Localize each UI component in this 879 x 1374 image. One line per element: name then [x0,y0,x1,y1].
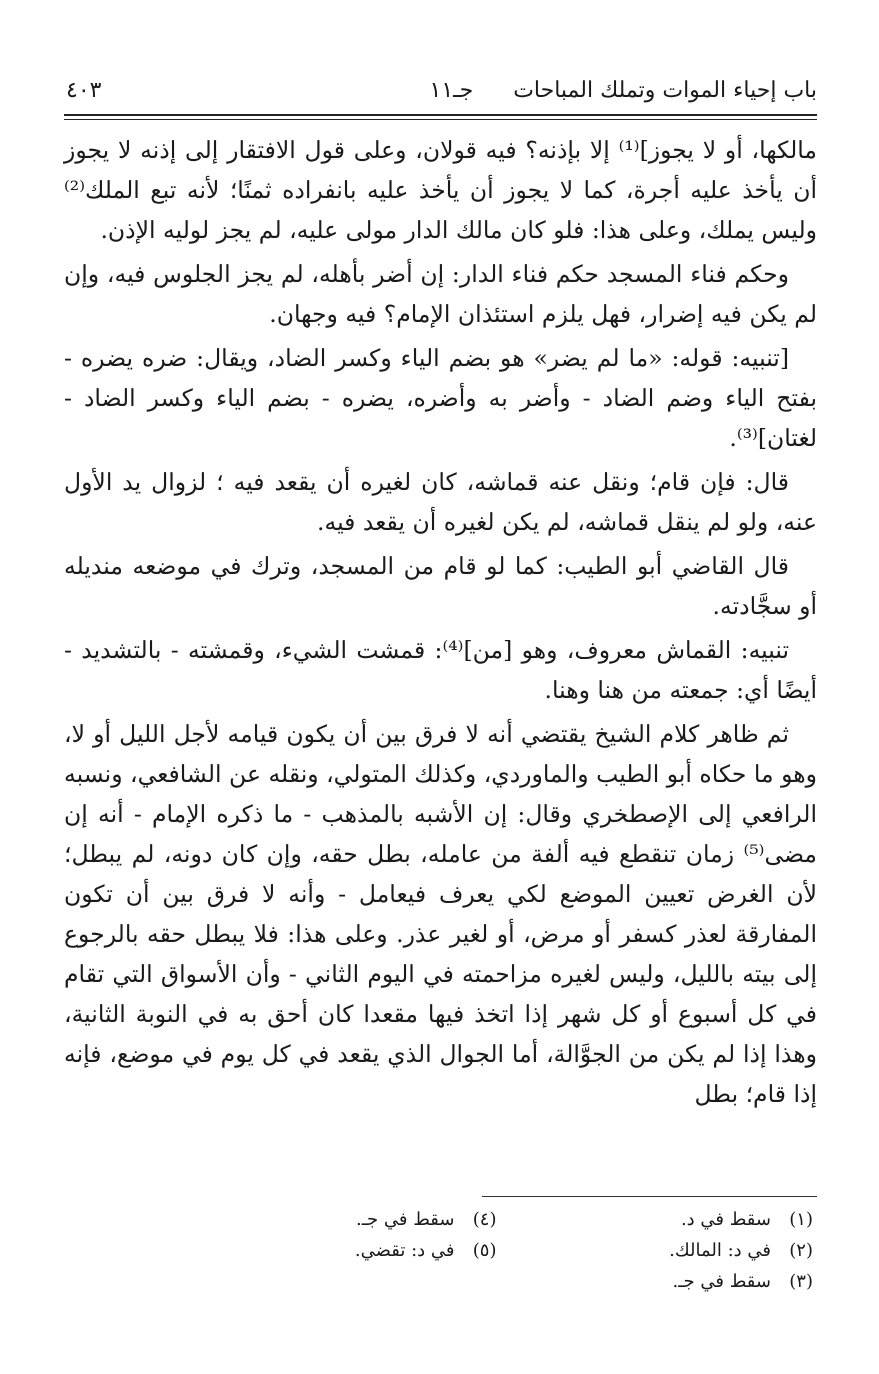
footnote-text: في د: تقضي. [354,1240,455,1261]
footnote-text: سقط في د. [680,1209,771,1230]
paragraph-6: تنبيه: القماش معروف، وهو [من]⁽⁴⁾: قمشت الشيء، وقمشته - بالتشديد - أيضًا أي: جمعته من هنا وهنا. [64,636,817,704]
footnote-2 [497,1235,814,1266]
chapter-title: باب إحياء الموات وتملك المباحات [513,77,817,103]
paragraph-5: قال القاضي أبو الطيب: كما لو قام من المسجد، وترك في موضعه منديله أو سجَّادته. [64,552,817,620]
page-number: ٤٠٣ [66,77,102,103]
footnote-rule [482,1196,817,1197]
footnote-text: في د: المالك. [669,1240,771,1261]
page-header [66,70,817,110]
paragraph-3: [تنبيه: قوله: «ما لم يضر» هو بضم الياء وكسر الضاد، ويقال: ضره يضره - بفتح الياء وضم الضاد - وأضر به وأضره، يضره - بضم الياء وكسر الضاد - لغتان]⁽³⁾. [64,344,817,452]
footnote-number: (٣) [789,1271,813,1292]
footnote-4 [180,1204,497,1235]
footnote-number: (٥) [472,1240,497,1261]
footnote-text: سقط في جـ. [672,1271,771,1292]
paragraph-2: وحكم فناء المسجد حكم فناء الدار: إن أضر بأهله، لم يجز الجلوس فيه، وإن لم يكن فيه إضرار، فهل يلزم استئذان الإمام؟ فيه وجهان. [64,260,817,328]
paragraph-7: ثم ظاهر كلام الشيخ يقتضي أنه لا فرق بين أن يكون قيامه لأجل الليل أو لا، وهو ما حكاه أبو الطيب والماوردي، وكذلك المتولي، ونقله عن الشافعي، ونسبه الرافعي إلى الإصطخري وقال: إن الأشبه بالمذهب - ما ذكره الإمام - أنه إن مضى⁽⁵⁾ زمان تنقطع فيه ألفة من عامله، بطل حقه، وإن كان دونه، لم يبطل؛ لأن الغرض تعيين الموضع لكي يعرف فيعامل - وأنه لا فرق بين أن تكون المفارقة لعذر كسفر أو مرض، أو لغير عذر. وعلى هذا: فلا يبطل حقه بالرجوع إلى بيته بالليل، وليس لغيره مزاحمته في اليوم الثاني - وأن الأسواق التي تقام في كل أسبوع أو كل شهر إذا اتخذ فيها مقعدا كان أحق به في النوبة الثانية، وهذا إذا لم يكن من الجوَّالة، أما الجوال الذي يقعد في كل يوم في موضع، فإنه إذا قام؛ بطل [64,720,817,1108]
footnotes [180,1204,813,1297]
footnote-5 [180,1235,497,1266]
footnote-1 [497,1204,814,1235]
footnote-text: سقط في جـ. [356,1209,455,1230]
volume-label: جـ١١ [429,77,474,103]
footnote-3 [497,1266,814,1297]
header-rule-thick [64,114,817,116]
footnote-number: (٢) [789,1240,813,1261]
main-text [64,130,817,1118]
header-rule-thin [64,119,817,120]
footnote-number: (١) [789,1209,813,1230]
footnote-number: (٤) [472,1209,497,1230]
paragraph-4: قال: فإن قام؛ ونقل عنه قماشه، كان لغيره أن يقعد فيه ؛ لزوال يد الأول عنه، ولو لم ينقل قماشه، لم يكن لغيره أن يقعد فيه. [64,468,817,536]
paragraph-1: مالكها، أو لا يجوز]⁽¹⁾ إلا بإذنه؟ فيه قولان، وعلى قول الافتقار إلى إذنه لا يجوز أن يأخذ عليه أجرة، كما لا يجوز أن يأخذ عليه بانفراده ثمنًا؛ لأنه تبع الملك⁽²⁾ وليس يملك، وعلى هذا: فلو كان مالك الدار مولى عليه، لم يجز لوليه الإذن. [64,136,817,244]
